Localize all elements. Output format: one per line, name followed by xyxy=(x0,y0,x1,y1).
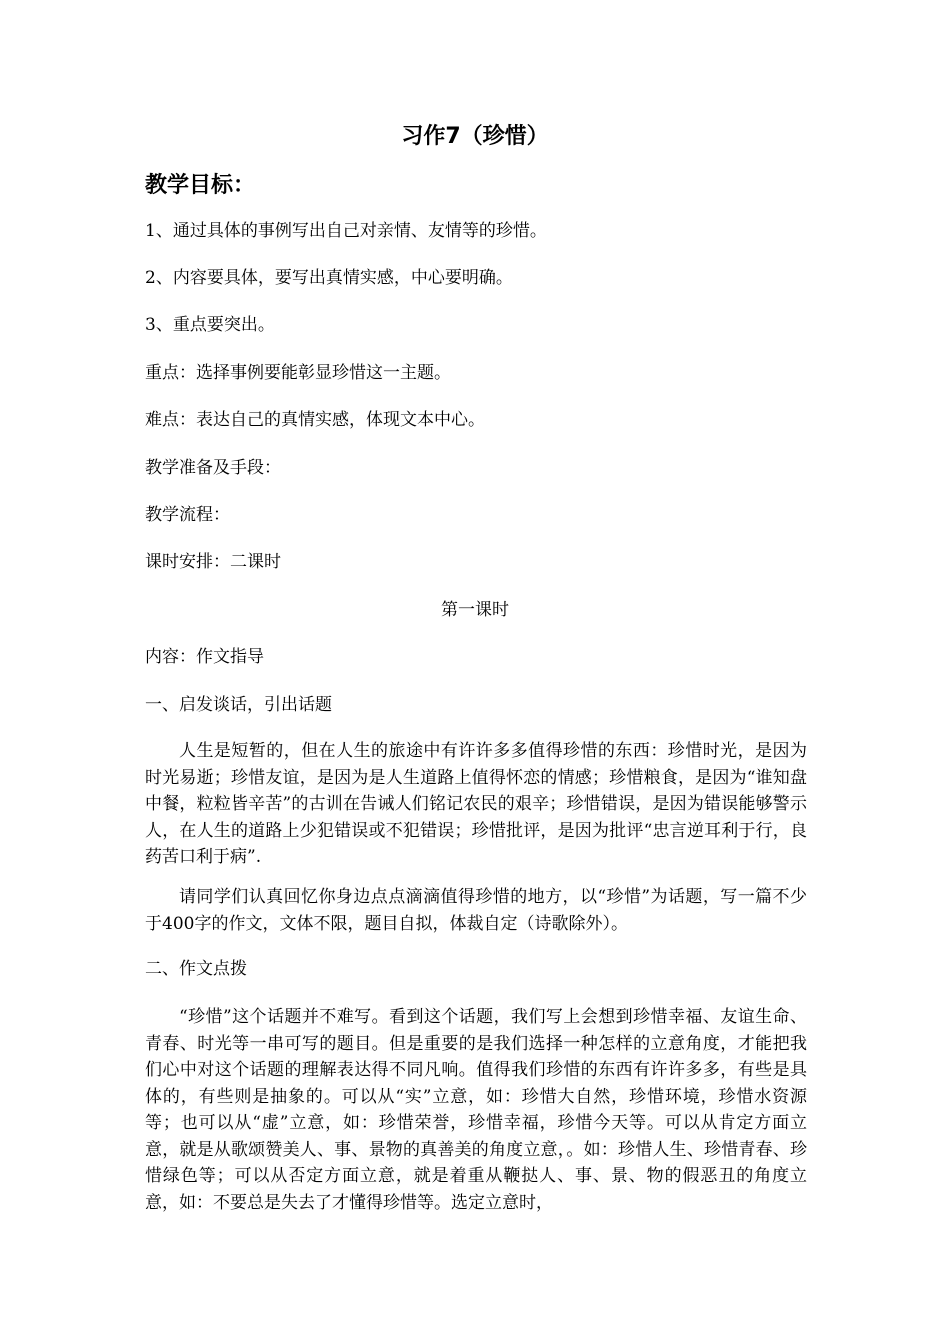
paragraph-two: 请同学们认真回忆你身边点点滴滴值得珍惜的地方，以“珍惜”为话题，写一篇不少于400字的作文，文体不限，题目自拟，体裁自定（诗歌除外）。 xyxy=(145,887,807,934)
lesson-title: 第一课时 xyxy=(441,600,509,620)
lesson-content: 内容：作文指导 xyxy=(145,647,264,667)
objectives-heading: 教学目标： xyxy=(145,173,256,198)
difficulty: 难点：表达自己的真情实感，体现文本中心。 xyxy=(145,410,485,430)
paragraph-three: “珍惜”这个话题并不难写。看到这个话题，我们写上会想到珍惜幸福、友谊生命、青春、时光等一串可写的题目。但是重要的是我们选择一种怎样的立意角度，才能把我们心中对这个话题的理解表达得不同凡响。值得我们珍惜的东西有许许多多，有些是具体的，有些则是抽象的。可以从“实”立意，如：珍惜大自然，珍惜环境，珍惜水资源等；也可以从“虚”立意，如：珍惜荣誉，珍惜幸福，珍惜今天等。可以从肯定方面立意，就是从歌颂赞美人、事、景物的真善美的角度立意，。如：珍惜人生、珍惜青春、珍惜绿色等；可以从否定方面立意，就是着重从鞭挞人、事、景、物的假恶丑的角度立意，如：不要总是失去了才懂得珍惜等。选定立意时， xyxy=(145,1007,807,1213)
key-point: 重点：选择事例要能彰显珍惜这一主题。 xyxy=(145,363,451,383)
teaching-preparation: 教学准备及手段： xyxy=(145,458,281,478)
paragraph-one: 人生是短暂的，但在人生的旅途中有许许多多值得珍惜的东西：珍惜时光，是因为时光易逝；珍惜友谊，是因为是人生道路上值得怀恋的情感；珍惜粮食，是因为“谁知盘中餐，粒粒皆辛苦”的古训在告诫人们铭记农民的艰辛；珍惜错误，是因为错误能够警示人，在人生的道路上少犯错误或不犯错误；珍惜批评，是因为批评“忠言逆耳利于行，良药苦口利于病”. xyxy=(145,741,807,867)
document-title: 习作7（珍惜） xyxy=(401,124,549,149)
section-two-heading: 二、作文点拨 xyxy=(145,959,247,979)
objective-item-2: 2、内容要具体，要写出真情实感，中心要明确。 xyxy=(145,268,513,288)
objective-item-1: 1、通过具体的事例写出自己对亲情、友情等的珍惜。 xyxy=(145,221,547,241)
teaching-process: 教学流程： xyxy=(145,505,230,525)
objective-item-3: 3、重点要突出。 xyxy=(145,315,275,335)
section-one-heading: 一、启发谈话，引出话题 xyxy=(145,695,332,715)
schedule: 课时安排：二课时 xyxy=(145,552,281,572)
